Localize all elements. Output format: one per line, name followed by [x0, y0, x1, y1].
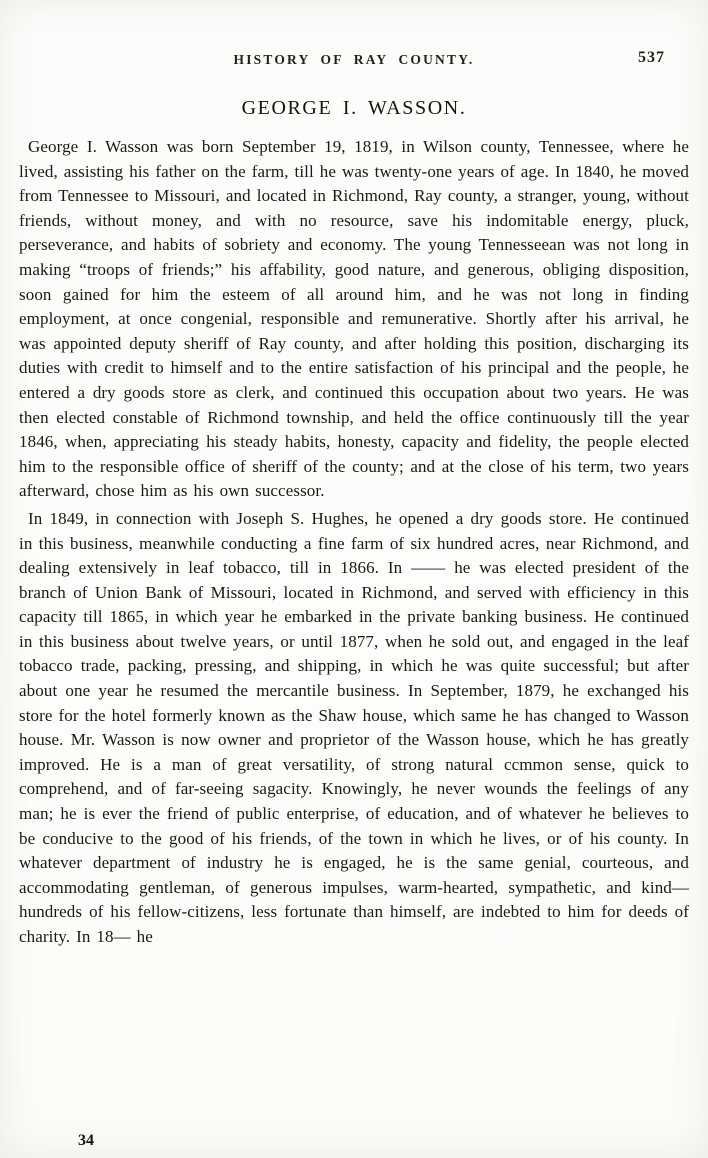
article-title: GEORGE I. WASSON. [241, 97, 467, 119]
running-header [19, 49, 689, 72]
page-number: 537 [638, 49, 665, 66]
paragraph-biography-1: George I. Wasson was born September 19, 1819, in Wilson county, Tennessee, where he lived, assisting his father on the farm, till he was twenty-one years of age. In 1840, he moved from Tennessee to Missouri, and located in Richmond, Ray county, a stranger, young, without friends, without money, and with no resource, save his indomitable energy, pluck, perseverance, and habits of sobriety and economy. The young Tennesseean was not long in making “troops of friends;” his affability, good nature, and generous, obliging disposition, soon gained for him the esteem of all around him, and he was not long in finding employment, at once congenial, responsible and remunerative. Shortly after his arrival, he was appointed deputy sheriff of Ray county, and after holding this position, discharging its duties with credit to himself and to the entire satisfaction of his principal and the people, he entered a dry goods store as clerk, and continued this occupation about two years. He was then elected constable of Richmond township, and held the office continuously till the year 1846, when, appreciating his steady habits, honesty, capacity and fidelity, the people elected him to the responsible office of sheriff of the county; and at the close of his term, two years afterward, chose him as his own successor. [19, 137, 689, 501]
running-header-title: HISTORY OF RAY COUNTY. [233, 52, 475, 67]
paragraph-biography-2: In 1849, in connection with Joseph S. Hughes, he opened a dry goods store. He continued in this business, meanwhile conducting a fine farm of six hundred acres, near Richmond, and dealing extensively in leaf tobacco, till in 1866. In —— he was elected president of the branch of Union Bank of Missouri, located in Richmond, and served with efficiency in this capacity till 1865, in which year he embarked in the private banking business. He continued in this business about twelve years, or until 1877, when he sold out, and engaged in the leaf tobacco trade, packing, pressing, and shipping, in which he was quite successful; but after about one year he resumed the mercantile business. In September, 1879, he exchanged his store for the hotel formerly known as the Shaw house, which same he has changed to Wasson house. Mr. Wasson is now owner and proprietor of the Wasson house, which he has greatly improved. He is a man of great versatility, of strong natural ccmmon sense, quick to comprehend, and of far-seeing sagacity. Knowingly, he never wounds the feelings of any man; he is ever the friend of public enterprise, of education, and of whatever he believes to be conducive to the good of his friends, of the town in which he lives, or of his county. In whatever department of industry he is engaged, he is the same genial, courteous, and accommodating gentleman, of generous impulses, warm-hearted, sympathetic, and kind—hundreds of his fellow-citizens, less fortunate than himself, are indebted to him for deeds of charity. In 18— he [19, 508, 689, 946]
signature-mark: 34 [78, 1132, 94, 1149]
